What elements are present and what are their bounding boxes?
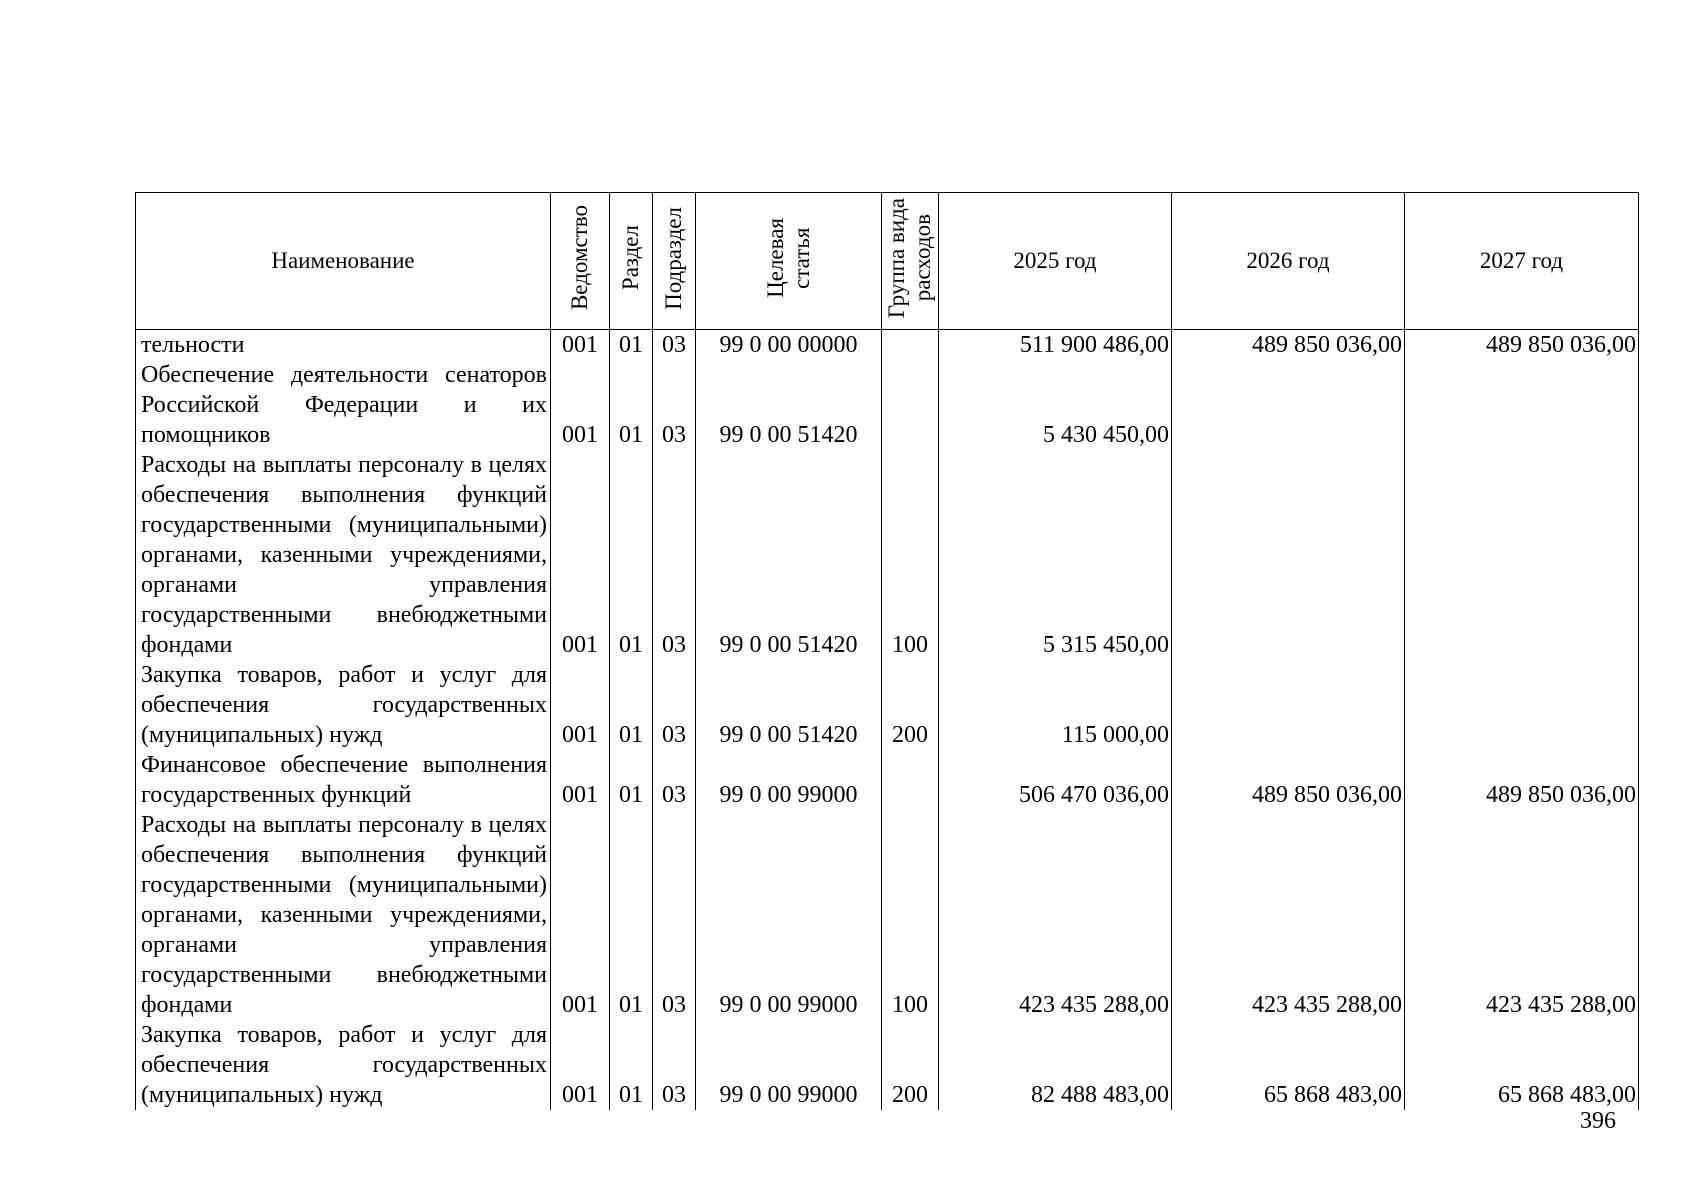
row-2027: 489 850 036,00	[1405, 750, 1639, 810]
row-celevaya: 99 0 00 99000	[696, 810, 882, 1020]
header-ved-label: Ведомство	[567, 205, 592, 311]
header-2027	[1405, 193, 1639, 330]
row-2027: 65 868 483,00	[1405, 1020, 1639, 1110]
row-ved: 001	[551, 1020, 610, 1110]
row-celevaya: 99 0 00 51420	[696, 360, 882, 450]
header-gruppa	[882, 193, 939, 330]
row-gruppa	[882, 330, 939, 361]
row-name: Расходы на выплаты персоналу в целях обеспечения выполнения функций государственными (муниципальными) органами, казенными учреждениями, органами управления государственными внебюджетными фондами	[136, 450, 551, 660]
row-gruppa	[882, 750, 939, 810]
header-razdel-label: Раздел	[618, 225, 643, 291]
header-podrazdel	[653, 193, 696, 330]
row-razdel: 01	[610, 1020, 653, 1110]
row-razdel: 01	[610, 360, 653, 450]
row-2027: 423 435 288,00	[1405, 810, 1639, 1020]
table-row	[136, 750, 1639, 810]
row-2026	[1172, 360, 1405, 450]
row-podrazdel: 03	[653, 450, 696, 660]
header-celevaya-line1: Целевая	[762, 218, 788, 298]
row-ved: 001	[551, 660, 610, 750]
page-number: 396	[1580, 1108, 1616, 1134]
row-podrazdel: 03	[653, 810, 696, 1020]
row-ved: 001	[551, 360, 610, 450]
row-podrazdel: 03	[653, 1020, 696, 1110]
header-2026	[1172, 193, 1405, 330]
header-celevaya-label	[763, 218, 815, 298]
row-2026: 489 850 036,00	[1172, 750, 1405, 810]
row-gruppa: 100	[882, 810, 939, 1020]
header-podrazdel-label: Подраздел	[661, 206, 686, 310]
header-2025-label: 2025 год	[1013, 248, 1097, 273]
row-celevaya: 99 0 00 00000	[696, 330, 882, 361]
row-name: Обеспечение деятельности сенаторов Российской Федерации и их помощников	[136, 360, 551, 450]
header-gruppa-line2: расходов	[910, 214, 935, 302]
row-celevaya: 99 0 00 51420	[696, 450, 882, 660]
row-celevaya: 99 0 00 51420	[696, 660, 882, 750]
header-celevaya-line2: статья	[788, 227, 814, 289]
row-2025: 5 430 450,00	[939, 360, 1172, 450]
row-ved: 001	[551, 810, 610, 1020]
row-2025: 506 470 036,00	[939, 750, 1172, 810]
header-2026-label: 2026 год	[1246, 248, 1330, 273]
row-razdel: 01	[610, 450, 653, 660]
table-row	[136, 330, 1639, 361]
table-header	[136, 193, 1639, 330]
header-razdel	[610, 193, 653, 330]
row-2025: 115 000,00	[939, 660, 1172, 750]
row-2026	[1172, 450, 1405, 660]
table-row	[136, 810, 1639, 1020]
row-name: Закупка товаров, работ и услуг для обеспечения государственных (муниципальных) нужд	[136, 1020, 551, 1110]
row-razdel: 01	[610, 750, 653, 810]
row-ved: 001	[551, 330, 610, 361]
row-gruppa: 200	[882, 660, 939, 750]
row-celevaya: 99 0 00 99000	[696, 750, 882, 810]
header-2025	[939, 193, 1172, 330]
row-2027: 489 850 036,00	[1405, 330, 1639, 361]
header-name-label: Наименование	[271, 248, 415, 273]
row-podrazdel: 03	[653, 330, 696, 361]
row-podrazdel: 03	[653, 750, 696, 810]
table-body	[136, 330, 1639, 1111]
row-podrazdel: 03	[653, 360, 696, 450]
table-row	[136, 450, 1639, 660]
header-gruppa-label	[884, 198, 936, 318]
row-celevaya: 99 0 00 99000	[696, 1020, 882, 1110]
row-2026: 489 850 036,00	[1172, 330, 1405, 361]
row-name: Закупка товаров, работ и услуг для обеспечения государственных (муниципальных) нужд	[136, 660, 551, 750]
row-2026: 423 435 288,00	[1172, 810, 1405, 1020]
row-2027	[1405, 360, 1639, 450]
row-gruppa: 100	[882, 450, 939, 660]
row-name: Расходы на выплаты персоналу в целях обеспечения выполнения функций государственными (муниципальными) органами, казенными учреждениями, органами управления государственными внебюджетными фондами	[136, 810, 551, 1020]
row-name: Финансовое обеспечение выполнения государственных функций	[136, 750, 551, 810]
header-name	[136, 193, 551, 330]
header-2027-label: 2027 год	[1479, 248, 1564, 273]
table-row	[136, 1020, 1639, 1110]
row-2025: 82 488 483,00	[939, 1020, 1172, 1110]
row-ved: 001	[551, 450, 610, 660]
row-podrazdel: 03	[653, 660, 696, 750]
header-celevaya	[696, 193, 882, 330]
row-name: тельности	[136, 330, 551, 361]
row-gruppa	[882, 360, 939, 450]
row-2025: 5 315 450,00	[939, 450, 1172, 660]
row-2027	[1405, 660, 1639, 750]
row-2026: 65 868 483,00	[1172, 1020, 1405, 1110]
table-row	[136, 660, 1639, 750]
header-gruppa-line1: Группа вида	[884, 197, 909, 319]
row-2027	[1405, 450, 1639, 660]
row-2026	[1172, 660, 1405, 750]
row-gruppa: 200	[882, 1020, 939, 1110]
row-razdel: 01	[610, 810, 653, 1020]
row-2025: 423 435 288,00	[939, 810, 1172, 1020]
row-razdel: 01	[610, 660, 653, 750]
budget-table	[135, 192, 1639, 1110]
row-ved: 001	[551, 750, 610, 810]
row-2025: 511 900 486,00	[939, 330, 1172, 361]
table-row	[136, 360, 1639, 450]
header-ved	[551, 193, 610, 330]
row-razdel: 01	[610, 330, 653, 361]
